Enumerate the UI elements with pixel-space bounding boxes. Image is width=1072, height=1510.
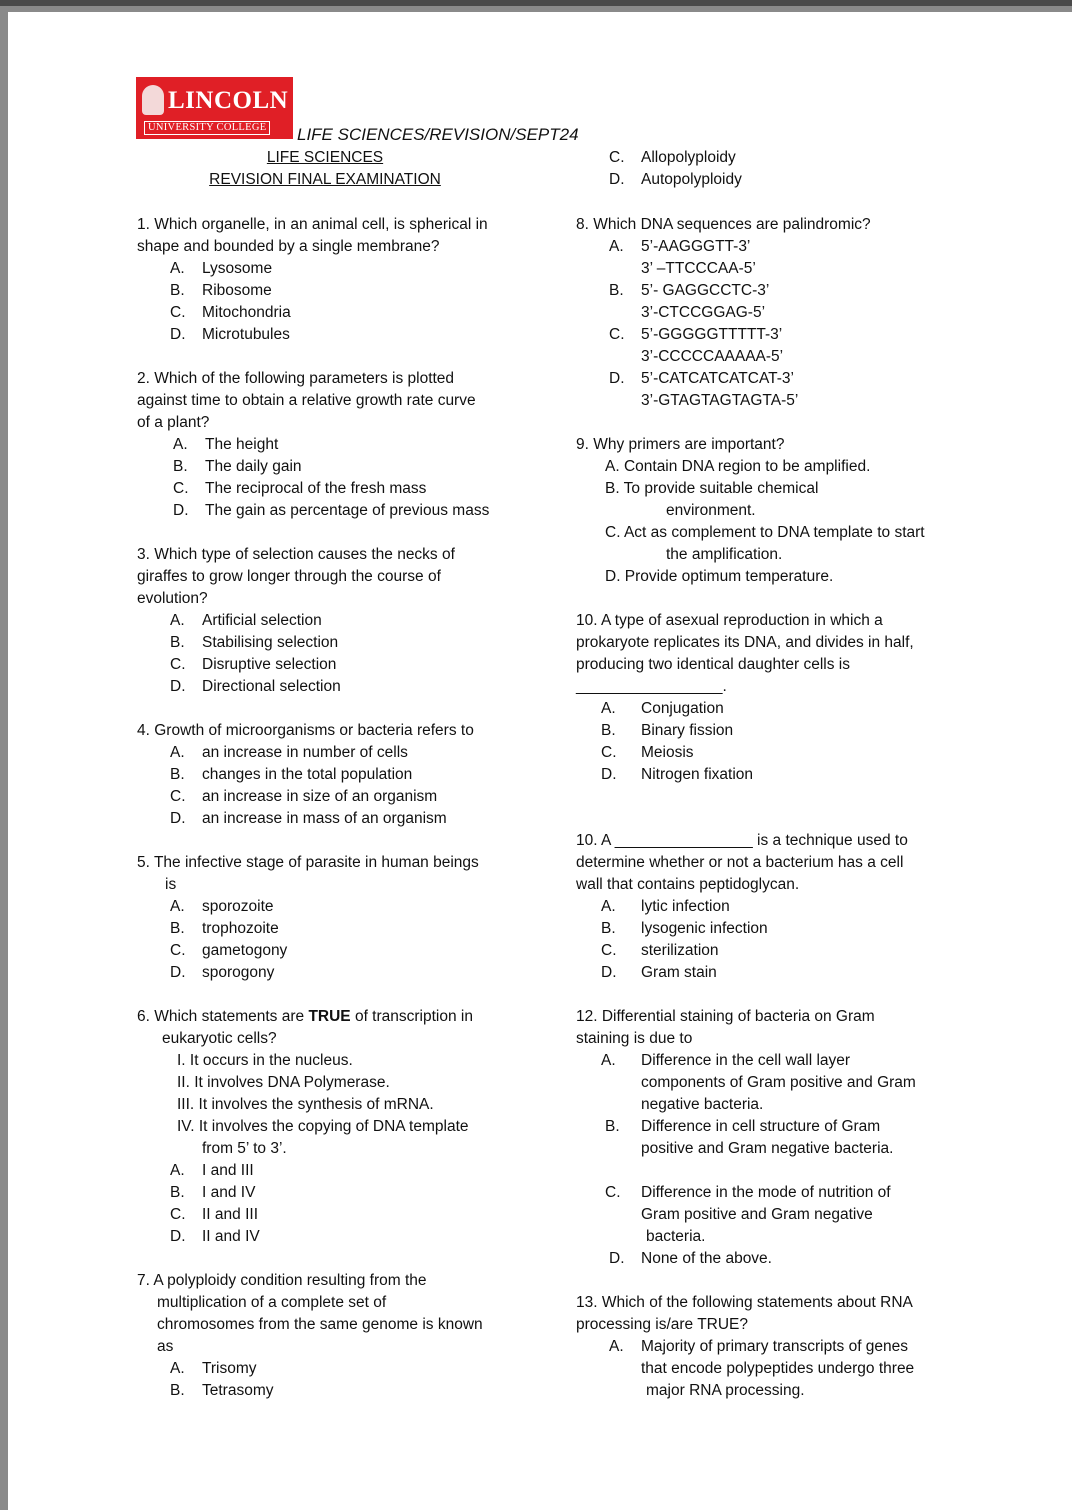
right-line: processing is/are TRUE? [576, 1316, 749, 1333]
right-line: Autopolyploidy [641, 171, 742, 188]
left-line: B. [170, 282, 185, 299]
right-line: determine whether or not a bacterium has a cell [576, 854, 904, 871]
left-line: Microtubules [202, 326, 290, 343]
left-line: C. [170, 942, 186, 959]
right-line: C. [609, 149, 625, 166]
left-line: C. [170, 1206, 186, 1223]
left-line: I and IV [202, 1184, 256, 1201]
left-line: shape and bounded by a single membrane? [137, 238, 440, 255]
right-line: 10. A ________________ is a technique used to [576, 832, 908, 849]
right-line: staining is due to [576, 1030, 693, 1047]
right-line: 3’-CTCCGGAG-5’ [641, 304, 766, 321]
right-line: 3’ –TTCCCAA-5’ [641, 260, 756, 277]
left-line: trophozoite [202, 920, 279, 937]
right-line: Nitrogen fixation [641, 766, 754, 783]
right-line: Allopolyploidy [641, 149, 736, 166]
right-line: wall that contains peptidoglycan. [576, 876, 800, 893]
left-line: multiplication of a complete set of [157, 1294, 387, 1311]
left-line: 5. The infective stage of parasite in human beings [137, 854, 479, 871]
right-line: C. [609, 326, 625, 343]
left-line: D. [170, 964, 186, 981]
left-line: IV. It involves the copying of DNA template [177, 1118, 469, 1135]
right-line: C. [605, 1184, 621, 1201]
left-line: The gain as percentage of previous mass [205, 502, 490, 519]
left-line: A. [173, 436, 188, 453]
left-line: Tetrasomy [202, 1382, 274, 1399]
right-line: Gram stain [641, 964, 717, 981]
right-line: A. [601, 1052, 616, 1069]
right-line: prokaryote replicates its DNA, and divides in half, [576, 634, 914, 651]
left-line: B. [170, 1184, 185, 1201]
left-line: Disruptive selection [202, 656, 337, 673]
right-line: A. [601, 700, 616, 717]
right-line: 3’-CCCCCAAAAA-5’ [641, 348, 784, 365]
right-line: Difference in the mode of nutrition of [641, 1184, 891, 1201]
right-line: 5’-CATCATCATCAT-3’ [641, 370, 794, 387]
left-line: A. [170, 612, 185, 629]
left-line: 1. Which organelle, in an animal cell, is spherical in [137, 216, 488, 233]
right-line: A. Contain DNA region to be amplified. [605, 458, 871, 475]
right-line: 9. Why primers are important? [576, 436, 785, 453]
right-line: D. Provide optimum temperature. [605, 568, 834, 585]
left-line: giraffes to grow longer through the course of [137, 568, 441, 585]
left-line: D. [170, 326, 186, 343]
left-line: changes in the total population [202, 766, 413, 783]
left-line: an increase in mass of an organism [202, 810, 447, 827]
right-line: sterilization [641, 942, 719, 959]
left-line: as [157, 1338, 174, 1355]
right-line: A. [609, 1338, 624, 1355]
left-line: 2. Which of the following parameters is plotted [137, 370, 455, 387]
right-line: Difference in cell structure of Gram [641, 1118, 881, 1135]
right-line: _________________. [576, 678, 727, 695]
left-line: The reciprocal of the fresh mass [205, 480, 427, 497]
right-line: 13. Which of the following statements about RNA [576, 1294, 913, 1311]
right-line: Binary fission [641, 722, 734, 739]
right-line: B. [609, 282, 624, 299]
left-line: C. [173, 480, 189, 497]
left-line: I. It occurs in the nucleus. [177, 1052, 353, 1069]
left-line: is [165, 876, 177, 893]
window-top-border [0, 0, 1072, 6]
right-line: that encode polypeptides undergo three [641, 1360, 915, 1377]
right-line: B. [605, 1118, 620, 1135]
left-line: gametogony [202, 942, 288, 959]
left-line: The height [205, 436, 279, 453]
right-line: lysogenic infection [641, 920, 768, 937]
left-line: an increase in number of cells [202, 744, 408, 761]
left-line: Lysosome [202, 260, 273, 277]
right-line: the amplification. [666, 546, 783, 563]
exam-title: LIFE SCIENCES [266, 149, 384, 166]
right-line: environment. [666, 502, 756, 519]
left-line: sporozoite [202, 898, 274, 915]
right-line: 5’- GAGGCCTC-3’ [641, 282, 770, 299]
left-line: A. [170, 744, 185, 761]
left-line: eukaryotic cells? [162, 1030, 277, 1047]
right-line: C. [601, 744, 617, 761]
course-code: LIFE SCIENCES/REVISION/SEPT24 [297, 125, 579, 144]
left-line: Artificial selection [202, 612, 322, 629]
right-line: B. [601, 920, 616, 937]
emphasis-true: TRUE [308, 1008, 351, 1025]
right-line: D. [601, 964, 617, 981]
left-line: against time to obtain a relative growth rate curve [137, 392, 476, 409]
left-line: D. [170, 810, 186, 827]
left-line: C. [170, 304, 186, 321]
right-line: B. [601, 722, 616, 739]
right-line: producing two identical daughter cells is [576, 656, 850, 673]
lincoln-logo [136, 77, 293, 139]
right-line: lytic infection [641, 898, 730, 915]
left-line: A. [170, 1360, 185, 1377]
right-line: 12. Differential staining of bacteria on Gram [576, 1008, 875, 1025]
left-line: B. [170, 766, 185, 783]
left-line: B. [170, 634, 185, 651]
right-line: C. Act as complement to DNA template to start [605, 524, 925, 541]
right-line: positive and Gram negative bacteria. [641, 1140, 894, 1157]
right-line: D. [609, 171, 625, 188]
left-line: The daily gain [205, 458, 302, 475]
left-line: 7. A polyploidy condition resulting from the [137, 1272, 427, 1289]
right-line: D. [601, 766, 617, 783]
right-line: C. [601, 942, 617, 959]
right-line: 8. Which DNA sequences are palindromic? [576, 216, 871, 233]
right-line: Difference in the cell wall layer [641, 1052, 851, 1069]
left-line: II and III [202, 1206, 259, 1223]
left-line: Ribosome [202, 282, 272, 299]
left-line: II and IV [202, 1228, 260, 1245]
logo-name: LINCOLN [168, 87, 289, 114]
right-line: D. [609, 1250, 625, 1267]
left-line: A. [170, 1162, 185, 1179]
left-line: Directional selection [202, 678, 341, 695]
left-line: B. [170, 1382, 185, 1399]
right-line: Gram positive and Gram negative [641, 1206, 873, 1223]
exam-subtitle: REVISION FINAL EXAMINATION [209, 171, 441, 188]
left-line: B. [170, 920, 185, 937]
right-line: B. To provide suitable chemical [605, 480, 819, 497]
left-line: D. [170, 1228, 186, 1245]
right-line: Conjugation [641, 700, 724, 717]
left-line: of a plant? [137, 414, 210, 431]
left-line: Stabilising selection [202, 634, 339, 651]
right-line: major RNA processing. [646, 1382, 805, 1399]
right-line: A. [609, 238, 624, 255]
left-line: B. [173, 458, 188, 475]
right-line: D. [609, 370, 625, 387]
left-line: C. [170, 656, 186, 673]
right-line: None of the above. [641, 1250, 772, 1267]
right-line: 3’-GTAGTAGTAGTA-5’ [641, 392, 799, 409]
right-line: components of Gram positive and Gram [641, 1074, 916, 1091]
right-line: Meiosis [641, 744, 694, 761]
left-line: III. It involves the synthesis of mRNA. [177, 1096, 434, 1113]
right-line: bacteria. [646, 1228, 706, 1245]
left-line: I and III [202, 1162, 254, 1179]
left-line: Mitochondria [202, 304, 291, 321]
left-line: sporogony [202, 964, 275, 981]
right-line: Majority of primary transcripts of genes [641, 1338, 909, 1355]
right-line: negative bacteria. [641, 1096, 764, 1113]
lion-emblem-icon [142, 85, 164, 115]
right-line: 5’-GGGGGTTTTT-3’ [641, 326, 783, 343]
left-line: 6. Which statements are TRUE of transcription in [137, 1008, 473, 1025]
right-line: A. [601, 898, 616, 915]
left-line: A. [170, 898, 185, 915]
left-line: D. [173, 502, 189, 519]
left-line: an increase in size of an organism [202, 788, 438, 805]
left-line: II. It involves DNA Polymerase. [177, 1074, 390, 1091]
right-line: 10. A type of asexual reproduction in which a [576, 612, 883, 629]
left-line: 3. Which type of selection causes the necks of [137, 546, 455, 563]
left-line: 4. Growth of microorganisms or bacteria refers to [137, 722, 474, 739]
left-line: C. [170, 788, 186, 805]
left-line: A. [170, 260, 185, 277]
right-line: 5’-AAGGGTT-3’ [641, 238, 751, 255]
left-line: Trisomy [202, 1360, 257, 1377]
left-line: D. [170, 678, 186, 695]
left-line: from 5’ to 3’. [202, 1140, 287, 1157]
left-line: evolution? [137, 590, 208, 607]
logo-subtitle: UNIVERSITY COLLEGE [144, 121, 270, 135]
left-line: chromosomes from the same genome is known [157, 1316, 483, 1333]
